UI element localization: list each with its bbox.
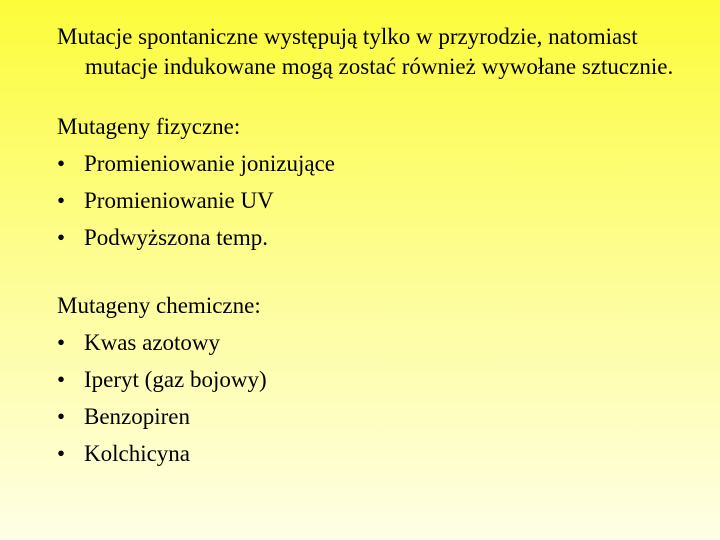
intro-paragraph: Mutacje spontaniczne występują tylko w przyrodzie, natomiast mutacje indukowane mogą zostać również wywołane sztucznie.: [57, 24, 674, 79]
chemical-mutagens-section: [57, 291, 697, 469]
bullet-icon: •: [57, 151, 66, 176]
bullet-icon: •: [57, 330, 66, 355]
list-item-text: Benzopiren: [84, 404, 191, 429]
physical-mutagens-list: [57, 149, 697, 253]
list-item-text: Promieniowanie UV: [84, 188, 274, 213]
chemical-mutagens-title: Mutageny chemiczne:: [57, 293, 261, 318]
physical-mutagens-title: Mutageny fizyczne:: [57, 114, 241, 139]
bullet-icon: •: [57, 441, 66, 466]
list-item: [57, 223, 697, 253]
list-item-text: Promieniowanie jonizujące: [84, 151, 336, 176]
physical-mutagens-section: [57, 112, 697, 253]
list-item-text: Kolchicyna: [84, 441, 191, 466]
list-item: [57, 439, 697, 469]
chemical-mutagens-list: [57, 328, 697, 469]
slide-content: [57, 22, 697, 476]
list-item: [57, 365, 697, 395]
bullet-icon: •: [57, 188, 66, 213]
list-item: [57, 186, 697, 216]
list-item-text: Kwas azotowy: [84, 330, 221, 355]
list-item-text: Iperyt (gaz bojowy): [84, 367, 267, 392]
list-item: [57, 328, 697, 358]
bullet-icon: •: [57, 367, 66, 392]
list-item: [57, 149, 697, 179]
bullet-icon: •: [57, 404, 66, 429]
list-item: [57, 402, 697, 432]
list-item-text: Podwyższona temp.: [84, 225, 268, 250]
bullet-icon: •: [57, 225, 66, 250]
